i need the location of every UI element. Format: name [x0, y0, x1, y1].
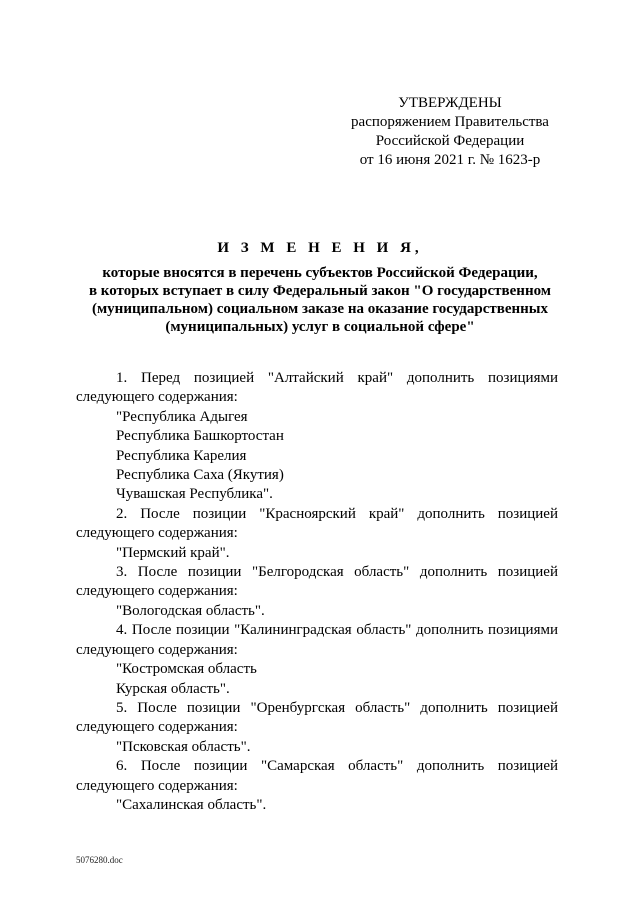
document-body	[76, 369, 558, 815]
paragraph-1	[76, 369, 558, 408]
approval-title: УТВЕРЖДЕНЫ	[398, 95, 502, 111]
document-subheading	[60, 264, 580, 336]
subheading-line: которые вносятся в перечень субъектов Российской Федерации,	[102, 265, 538, 281]
paragraph-text: 1. Перед позицией "Алтайский край" дополнить позициями	[116, 370, 558, 386]
list-item: Республика Саха (Якутия)	[116, 467, 284, 484]
approval-block	[330, 94, 570, 170]
subheading-line: (муниципальном) социальном заказе на оказание государственных	[91, 301, 549, 317]
list-item: Республика Башкортостан	[116, 428, 284, 445]
list-item: "Вологодская область".	[116, 602, 265, 619]
list-item: Чувашская Республика".	[116, 486, 273, 503]
subheading-line: в которых вступает в силу Федеральный закон "О государственном	[88, 283, 552, 299]
approval-line: Российской Федерации	[375, 133, 525, 149]
paragraph-text: 3. После позиции "Белгородская область" дополнить позицией	[116, 564, 558, 581]
paragraph-text: следующего содержания:	[76, 583, 238, 600]
list-item: "Республика Адыгея	[116, 408, 248, 425]
list-item: "Сахалинская область".	[116, 796, 267, 813]
list-item: "Пермский край".	[116, 544, 230, 561]
paragraph-5	[76, 699, 558, 738]
paragraph-2	[76, 505, 558, 544]
paragraph-3	[76, 563, 558, 602]
list-item: Республика Карелия	[116, 447, 247, 464]
file-reference: 5076280.doc	[76, 855, 123, 865]
approval-date: от 16 июня 2021 г. № 1623-р	[359, 152, 541, 168]
paragraph-6	[76, 757, 558, 796]
paragraph-text: 5. После позиции "Оренбургская область" дополнить позицией	[116, 699, 558, 716]
subheading-line: (муниципальных) услуг в социальной сфере"	[165, 319, 475, 335]
paragraph-text: следующего содержания:	[76, 641, 238, 658]
approval-line: распоряжением Правительства	[351, 114, 549, 130]
paragraph-text: следующего содержания:	[76, 777, 238, 794]
list-item: "Костромская область	[116, 661, 257, 678]
paragraph-text: следующего содержания:	[76, 389, 238, 406]
list-item: Курская область".	[116, 680, 230, 697]
paragraph-text: 2. После позиции "Красноярский край" дополнить позицией	[116, 505, 558, 522]
paragraph-text: 6. После позиции "Самарская область" дополнить позицией	[116, 758, 558, 775]
paragraph-text: следующего содержания:	[76, 719, 238, 736]
paragraph-4	[76, 621, 558, 660]
paragraph-text: следующего содержания:	[76, 525, 238, 542]
paragraph-text: 4. После позиции "Калининградская область" дополнить позициями	[116, 622, 558, 639]
document-heading: И З М Е Н Е Н И Я,	[217, 240, 423, 256]
list-item: "Псковская область".	[116, 738, 251, 755]
